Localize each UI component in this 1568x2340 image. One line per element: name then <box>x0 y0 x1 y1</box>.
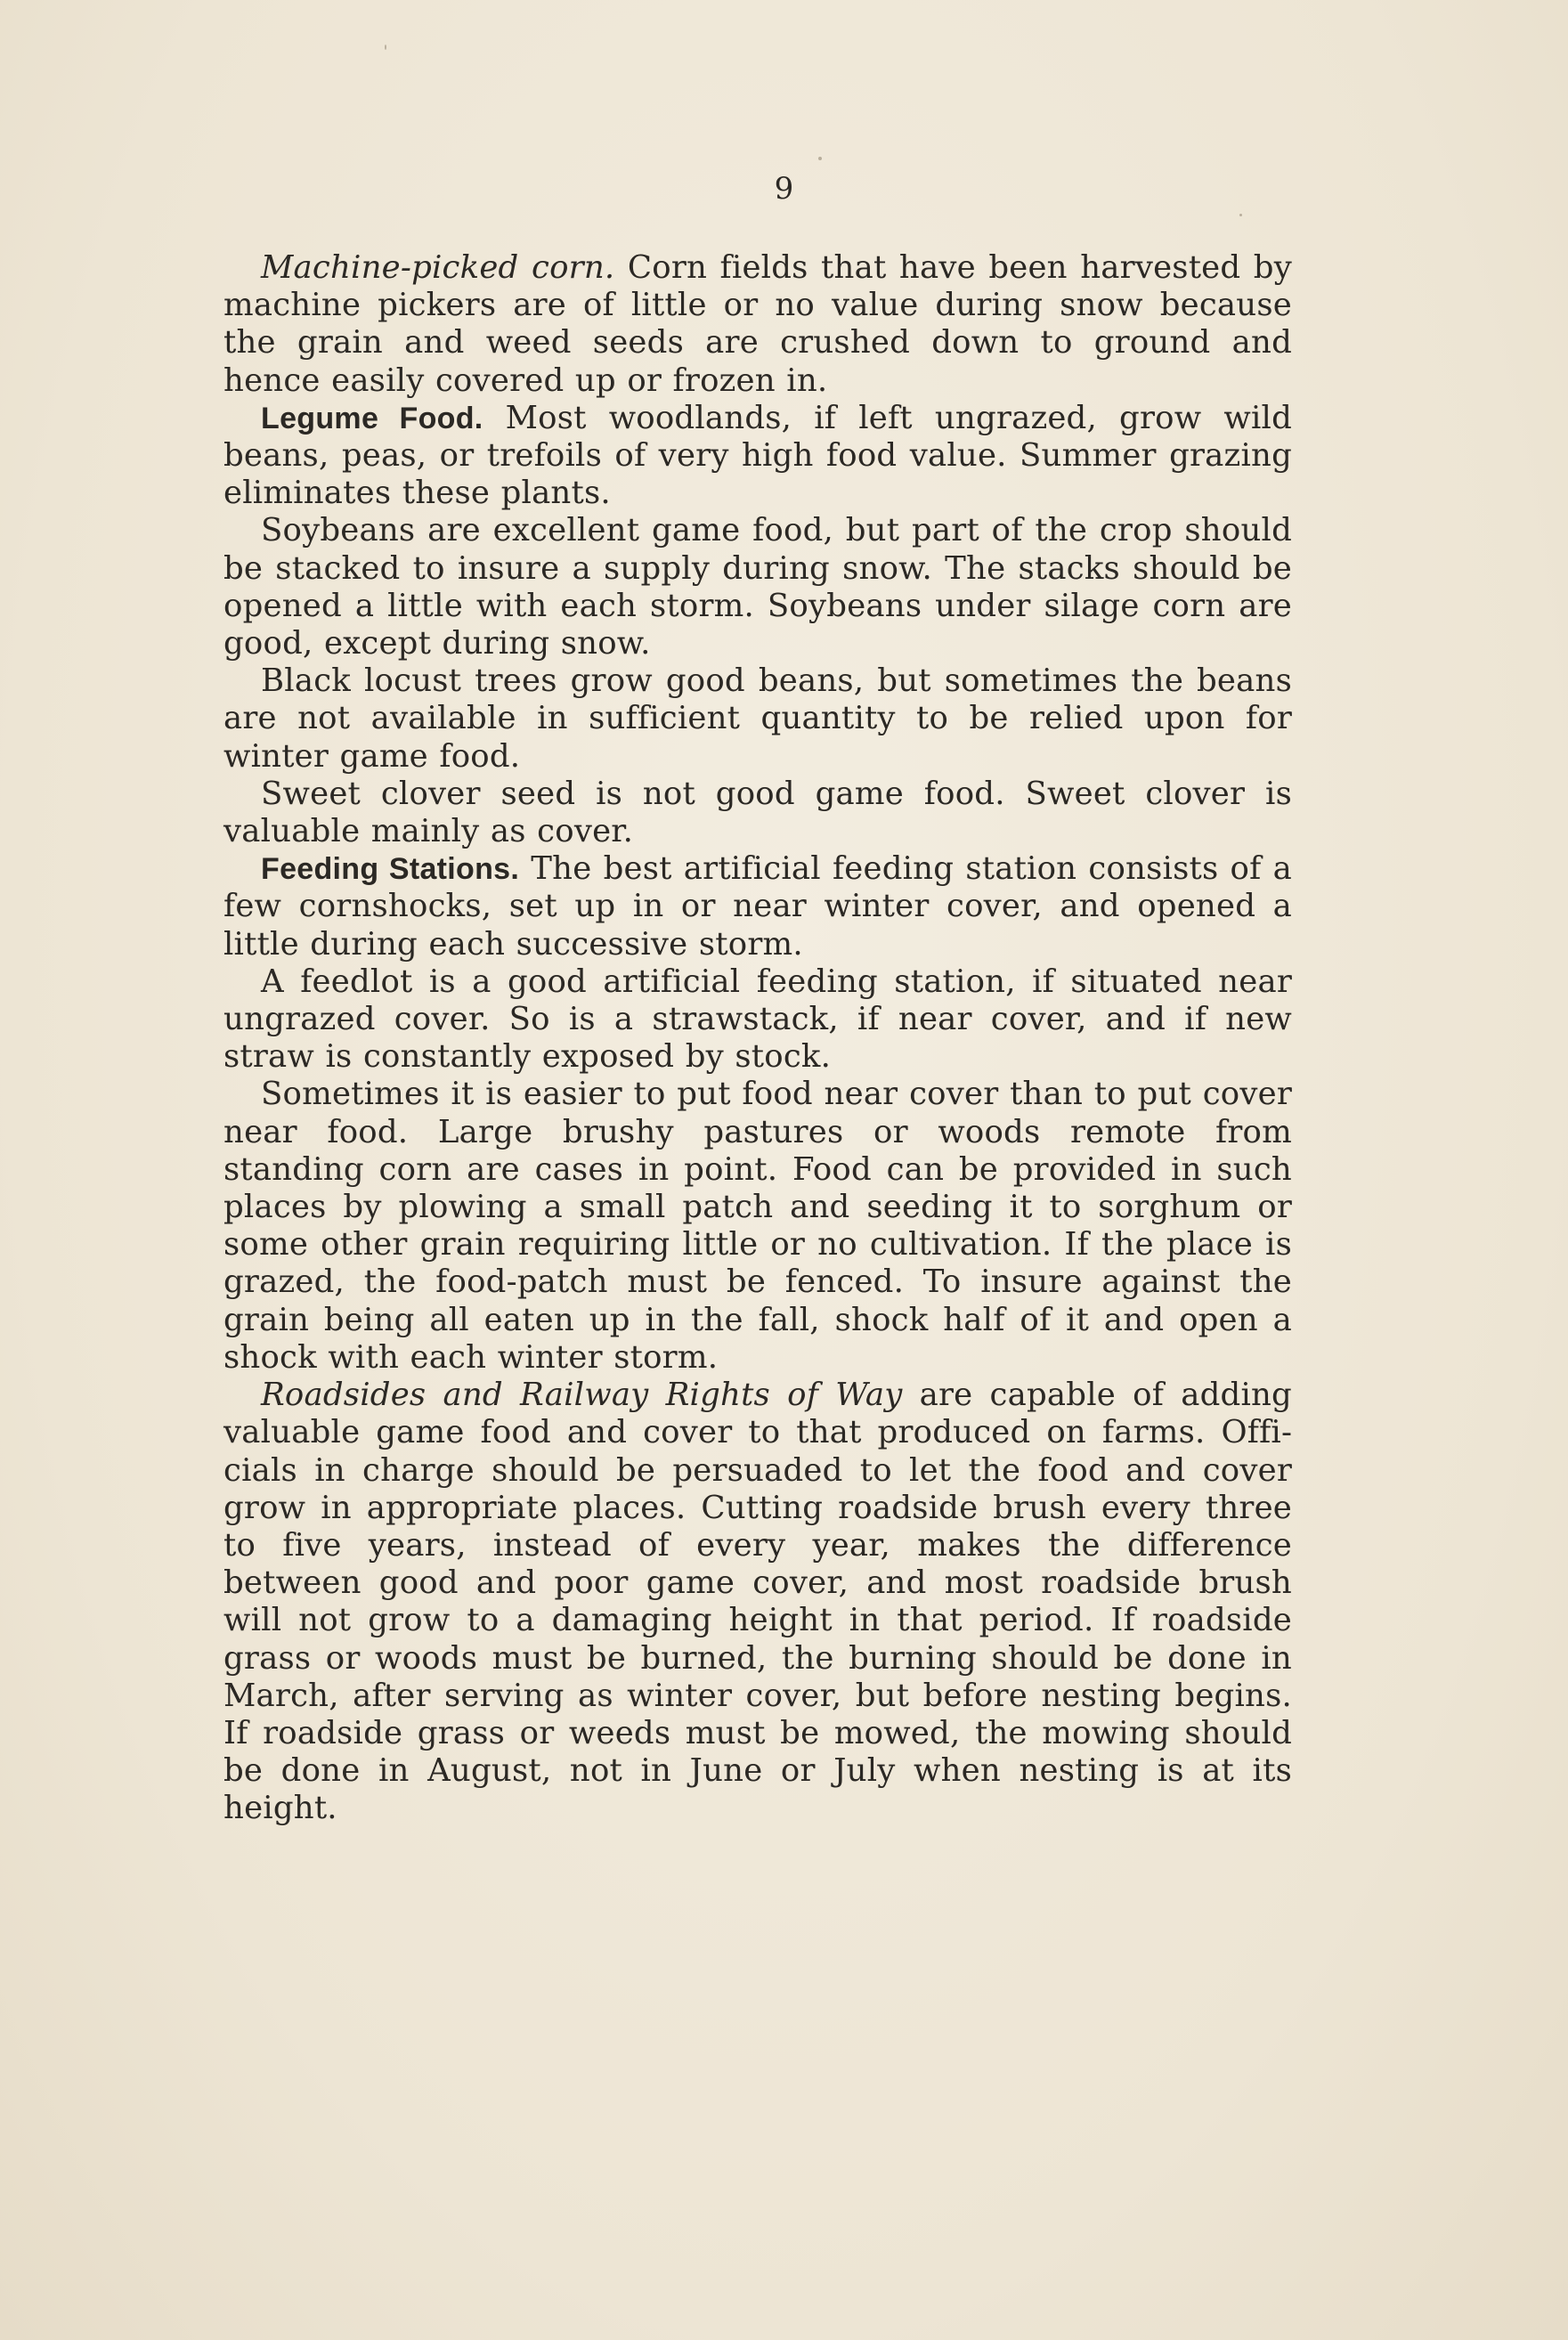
paper-speck <box>818 157 822 160</box>
run-in-heading: Roadsides and Railway Rights of Way <box>261 1377 903 1414</box>
paragraph-text: The best artificial feeding station consists of a few cornshocks, set up in or near winter cover, and opened a little during each successive storm. <box>223 850 1292 963</box>
paragraph-sweet-clover <box>223 776 1292 850</box>
paragraph-text: Sweet clover seed is not good game food. Sweet clover is valuable mainly as cover. <box>223 775 1292 850</box>
paragraph-text: Corn fields that have been harvested by machine pickers are of little or no value during snow because the grain and weed seeds are crushed down to ground and hence easily covered up or frozen in. <box>223 249 1292 399</box>
paragraph-roadsides <box>223 1377 1292 1827</box>
paragraph-legume-food <box>223 400 1292 513</box>
paragraph-black-locust <box>223 662 1292 776</box>
paper-speck <box>385 45 386 50</box>
paragraph-feedlot <box>223 963 1292 1077</box>
run-in-heading: Legume Food. <box>261 401 483 435</box>
run-in-heading: Machine-picked corn. <box>261 249 615 286</box>
paragraph-text: A feedlot is a good artificial feeding station, if situated near ungrazed cover. So is a strawstack, if near cover, and if new straw is constantly exposed by stock. <box>223 963 1292 1076</box>
paragraph-feeding-stations <box>223 850 1292 963</box>
paragraph-text: Most woodlands, if left ungrazed, grow wild beans, peas, or trefoils of very high food value. Summer grazing eliminates these plants. <box>223 399 1292 512</box>
paragraph-food-near-cover <box>223 1076 1292 1377</box>
paragraph-machine-picked-corn <box>223 249 1292 400</box>
paragraph-soybeans <box>223 512 1292 662</box>
paragraph-text: are capable of adding valuable game food and cover to that produced on farms. Officials in charge should be persuaded to let the food and cover grow in appropriate places. Cutting roadside brush every three to five years, instead of every year, makes the difference between good and poor game cover, and most roadside brush will not grow to a damaging height in that period. If roadside grass or woods must be burned, the burning should be done in March, after serving as winter cover, but before nesting begins. If roadside grass or weeds must be mowed, the mowing should be done in August, not in June or July when nesting is at its height. <box>223 1377 1292 1827</box>
page-number: 9 <box>774 171 794 207</box>
paragraph-text: Soybeans are excellent game food, but part of the crop should be stacked to insure a supply during snow. The stacks should be opened a little with each storm. Soybeans under silage corn are good, except during snow. <box>223 512 1292 662</box>
paper-speck <box>1239 214 1242 216</box>
run-in-heading: Feeding Stations. <box>261 852 520 887</box>
body-text <box>223 249 1292 1828</box>
paragraph-text: Black locust trees grow good beans, but sometimes the beans are not available in sufficient quantity to be relied upon for winter game food. <box>223 662 1292 775</box>
paragraph-text: Sometimes it is easier to put food near cover than to put cover near food. Large brushy pastures or woods remote from standing corn are cases in point. Food can be provided in such places by plowing a small patch and seeding it to sorghum or some other grain requiring little or no cultivation. If the place is grazed, the food-patch must be fenced. To insure against the grain being all eaten up in the fall, shock half of it and open a shock with each winter storm. <box>223 1076 1292 1376</box>
